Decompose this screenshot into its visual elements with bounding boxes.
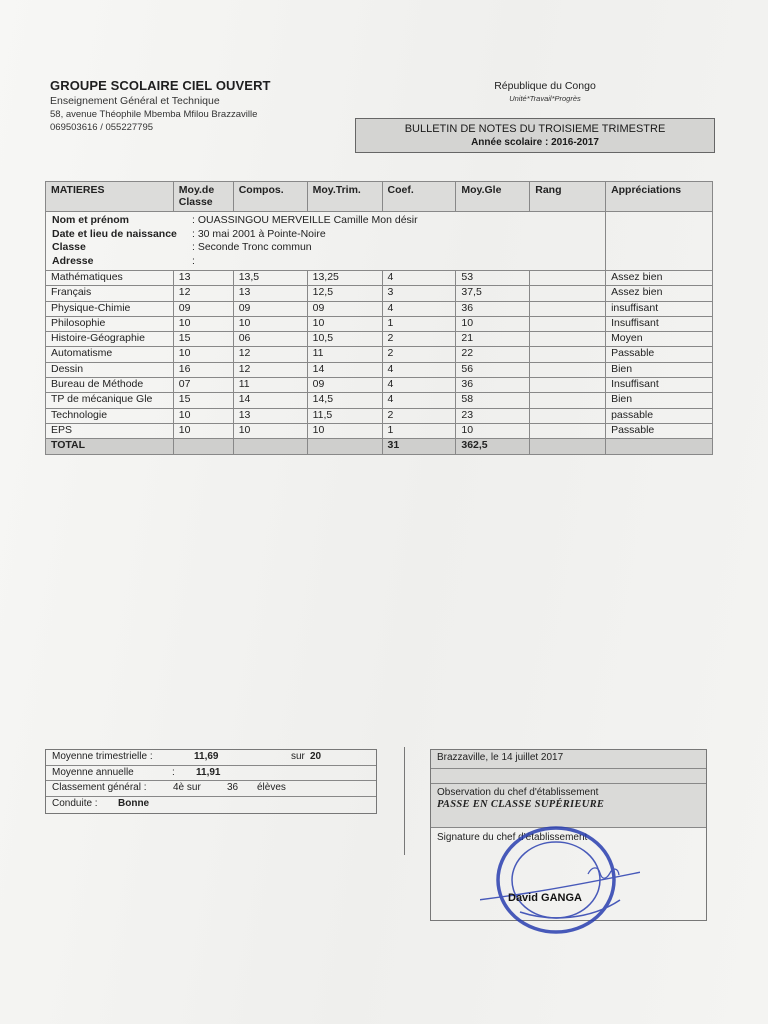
subject-cell: Technologie <box>46 408 174 423</box>
class-average-cell: 16 <box>173 362 233 377</box>
blank-row <box>431 769 706 784</box>
total-cell <box>233 439 307 454</box>
appreciation-cell: insuffisant <box>606 301 713 316</box>
exam-cell: 06 <box>233 332 307 347</box>
table-row <box>46 393 713 408</box>
trim-average-value: 11,69 <box>194 751 219 762</box>
subject-cell: Philosophie <box>46 316 174 331</box>
header-coef: Coef. <box>382 182 456 212</box>
table-row <box>46 378 713 393</box>
class-average-cell: 12 <box>173 286 233 301</box>
exam-cell: 11 <box>233 378 307 393</box>
appreciation-cell: Insuffisant <box>606 378 713 393</box>
term-average-cell: 13,25 <box>307 271 382 286</box>
class-average-cell: 10 <box>173 423 233 438</box>
class-average-cell: 07 <box>173 378 233 393</box>
term-average-cell: 12,5 <box>307 286 382 301</box>
exam-cell: 12 <box>233 347 307 362</box>
bulletin-title-box <box>355 118 715 153</box>
term-average-cell: 14 <box>307 362 382 377</box>
total-label: TOTAL <box>46 439 174 454</box>
annual-average-label: Moyenne annuelle <box>52 766 134 778</box>
exam-cell: 13 <box>233 408 307 423</box>
grades-table <box>45 181 713 455</box>
summary-box <box>45 749 377 814</box>
student-info-row <box>46 212 713 271</box>
rank-cell <box>530 408 606 423</box>
class-average-cell: 15 <box>173 332 233 347</box>
trim-average-sur: sur <box>291 751 305 762</box>
exam-cell: 10 <box>233 423 307 438</box>
subject-cell: Mathématiques <box>46 271 174 286</box>
rank-total: 36 <box>227 782 239 793</box>
subject-cell: Français <box>46 286 174 301</box>
director-name: David GANGA <box>508 892 582 904</box>
school-phones: 069503616 / 055227795 <box>50 122 154 133</box>
table-row <box>46 347 713 362</box>
name-label: Nom et prénom <box>52 214 130 226</box>
exam-cell: 12 <box>233 362 307 377</box>
term-average-cell: 14,5 <box>307 393 382 408</box>
school-subtitle: Enseignement Général et Technique <box>50 95 220 107</box>
conduct-row <box>46 797 376 813</box>
appreciation-cell: Assez bien <box>606 286 713 301</box>
coefficient-cell: 3 <box>382 286 456 301</box>
signature-label: Signature du chef d'établissement <box>437 832 588 843</box>
rank-cell <box>530 393 606 408</box>
address-label: Adresse <box>52 254 94 267</box>
class-average-cell: 10 <box>173 316 233 331</box>
trim-average-max: 20 <box>310 751 322 762</box>
birth-label: Date et lieu de naissance <box>52 227 177 240</box>
conduct-label: Conduite : <box>52 797 98 809</box>
place-date: Brazzaville, le 14 juillet 2017 <box>431 750 706 769</box>
class-average-cell: 15 <box>173 393 233 408</box>
weighted-average-cell: 58 <box>456 393 530 408</box>
observation-label: Observation du chef d'établissement <box>437 787 599 798</box>
weighted-average-cell: 56 <box>456 362 530 377</box>
subject-cell: Automatisme <box>46 347 174 362</box>
term-average-cell: 09 <box>307 301 382 316</box>
coefficient-cell: 4 <box>382 271 456 286</box>
rank-cell <box>530 271 606 286</box>
subject-cell: Histoire-Géographie <box>46 332 174 347</box>
coefficient-cell: 4 <box>382 393 456 408</box>
table-row <box>46 408 713 423</box>
table-row <box>46 316 713 331</box>
coefficient-cell: 2 <box>382 347 456 362</box>
total-cell <box>530 439 606 454</box>
rank-cell <box>530 286 606 301</box>
birth-value: : 30 mai 2001 à Pointe-Noire <box>192 227 326 240</box>
school-header <box>50 78 271 133</box>
header-appreciations: Appréciations <box>606 182 713 212</box>
subject-cell: TP de mécanique Gle <box>46 393 174 408</box>
rank-cell <box>530 362 606 377</box>
exam-cell: 10 <box>233 316 307 331</box>
student-info <box>46 212 606 271</box>
table-row <box>46 301 713 316</box>
table-header-row <box>46 182 713 212</box>
weighted-average-cell: 10 <box>456 316 530 331</box>
weighted-average-cell: 22 <box>456 347 530 362</box>
rank-cell <box>530 423 606 438</box>
address-value: : <box>192 254 195 267</box>
appreciation-cell: passable <box>606 408 713 423</box>
subject-cell: EPS <box>46 423 174 438</box>
class-average-cell: 10 <box>173 408 233 423</box>
total-cell <box>606 439 713 454</box>
header-moy-trim: Moy.Trim. <box>307 182 382 212</box>
header-moy-gle: Moy.Gle <box>456 182 530 212</box>
coefficient-cell: 4 <box>382 301 456 316</box>
rank-cell <box>530 347 606 362</box>
subject-cell: Dessin <box>46 362 174 377</box>
rank-cell <box>530 378 606 393</box>
info-empty-cell <box>606 212 713 271</box>
coefficient-cell: 2 <box>382 408 456 423</box>
name-value: : OUASSINGOU MERVEILLE Camille Mon désir <box>192 214 418 226</box>
appreciation-cell: Insuffisant <box>606 316 713 331</box>
weighted-average-cell: 23 <box>456 408 530 423</box>
class-value: : Seconde Tronc commun <box>192 241 312 253</box>
subject-cell: Bureau de Méthode <box>46 378 174 393</box>
bulletin-title: BULLETIN DE NOTES DU TROISIEME TRIMESTRE <box>404 123 666 135</box>
table-row <box>46 362 713 377</box>
term-average-cell: 11,5 <box>307 408 382 423</box>
observation-value: PASSE EN CLASSE SUPÉRIEURE <box>437 799 605 810</box>
appreciation-cell: Passable <box>606 423 713 438</box>
header-matieres: MATIERES <box>46 182 174 212</box>
total-cell <box>173 439 233 454</box>
appreciation-cell: Moyen <box>606 332 713 347</box>
school-address: 58, avenue Théophile Mbemba Mfilou Brazzaville <box>50 109 258 120</box>
exam-cell: 09 <box>233 301 307 316</box>
annual-average-colon: : <box>172 766 175 778</box>
table-row <box>46 423 713 438</box>
rank-unit: élèves <box>257 782 286 793</box>
coefficient-cell: 4 <box>382 362 456 377</box>
annual-average-row <box>46 766 376 782</box>
trim-average-row <box>46 750 376 766</box>
appreciation-cell: Bien <box>606 362 713 377</box>
weighted-average-cell: 53 <box>456 271 530 286</box>
weighted-average-cell: 36 <box>456 378 530 393</box>
rank-row <box>46 781 376 797</box>
rank-label: Classement général : <box>52 782 147 793</box>
school-stamp-icon <box>480 812 640 942</box>
coefficient-cell: 1 <box>382 316 456 331</box>
weighted-average-cell: 37,5 <box>456 286 530 301</box>
coefficient-cell: 4 <box>382 378 456 393</box>
rank-cell <box>530 316 606 331</box>
coefficient-cell: 2 <box>382 332 456 347</box>
total-cell <box>307 439 382 454</box>
rank-cell <box>530 332 606 347</box>
total-coef: 31 <box>382 439 456 454</box>
exam-cell: 13,5 <box>233 271 307 286</box>
header-compos: Compos. <box>233 182 307 212</box>
appreciation-cell: Assez bien <box>606 271 713 286</box>
annual-average-value: 11,91 <box>196 766 221 778</box>
republic-motto: Unité*Travail*Progrès <box>509 94 581 103</box>
school-year: Année scolaire : 2016-2017 <box>471 137 599 148</box>
appreciation-cell: Passable <box>606 347 713 362</box>
term-average-cell: 10 <box>307 316 382 331</box>
header-rang: Rang <box>530 182 606 212</box>
exam-cell: 14 <box>233 393 307 408</box>
conduct-value: Bonne <box>118 797 150 809</box>
weighted-average-cell: 10 <box>456 423 530 438</box>
term-average-cell: 10 <box>307 423 382 438</box>
weighted-average-cell: 36 <box>456 301 530 316</box>
coefficient-cell: 1 <box>382 423 456 438</box>
exam-cell: 13 <box>233 286 307 301</box>
class-average-cell: 10 <box>173 347 233 362</box>
class-label: Classe <box>52 241 86 253</box>
table-row <box>46 332 713 347</box>
trim-average-label: Moyenne trimestrielle : <box>52 751 153 762</box>
separator-line <box>404 747 405 855</box>
term-average-cell: 11 <box>307 347 382 362</box>
class-average-cell: 13 <box>173 271 233 286</box>
table-row <box>46 286 713 301</box>
republic-name: République du Congo <box>494 80 596 92</box>
table-row <box>46 271 713 286</box>
header-moy-classe: Moy.de Classe <box>173 182 233 212</box>
term-average-cell: 09 <box>307 378 382 393</box>
term-average-cell: 10,5 <box>307 332 382 347</box>
rank-value: 4è sur <box>173 782 201 793</box>
subject-cell: Physique-Chimie <box>46 301 174 316</box>
appreciation-cell: Bien <box>606 393 713 408</box>
rank-cell <box>530 301 606 316</box>
school-name: GROUPE SCOLAIRE CIEL OUVERT <box>50 78 271 93</box>
republic-header <box>470 80 620 103</box>
weighted-average-cell: 21 <box>456 332 530 347</box>
total-moy-gle: 362,5 <box>456 439 530 454</box>
class-average-cell: 09 <box>173 301 233 316</box>
total-row <box>46 439 713 454</box>
